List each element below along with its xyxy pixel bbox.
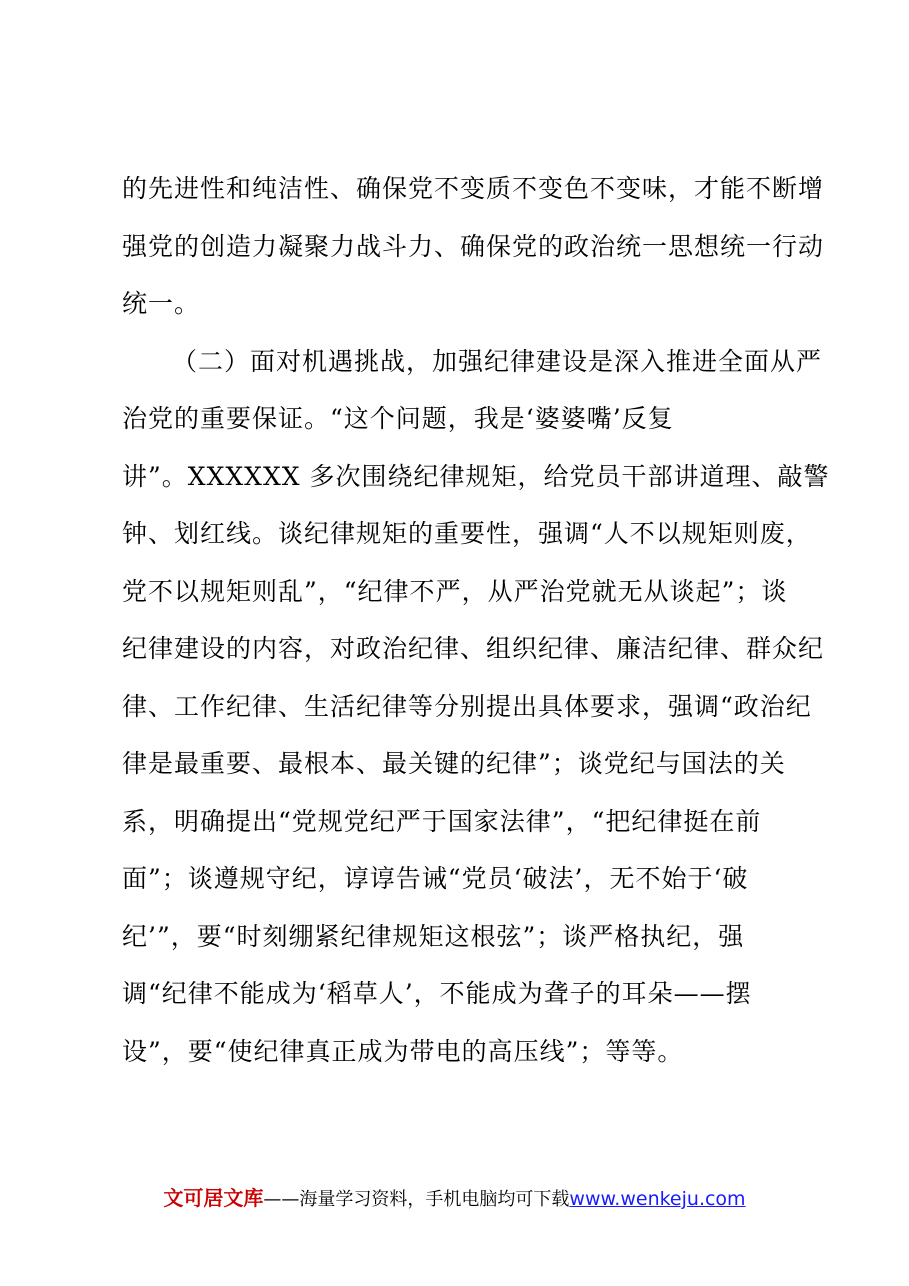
text-line: 的先进性和纯洁性、确保党不变质不变色不变味，才能不断增	[122, 174, 825, 203]
text-line: 钟、划红线。谈纪律规矩的重要性，强调“人不以规矩则废，	[122, 519, 812, 548]
text-line: 党不以规矩则乱”，“纪律不严，从严治党就无从谈起”；谈	[122, 576, 788, 606]
footer-banner	[0, 1182, 909, 1211]
text-line: 统一。	[122, 289, 201, 318]
section-heading-line: （二）面对机遇挑战，加强纪律建设是深入推进全面从严	[172, 346, 823, 376]
text-line: 纪’”，要“时刻绷紧纪律规矩这根弦”；谈严格执纪，强	[122, 921, 745, 951]
text-line: 纪律建设的内容，对政治纪律、组织纪律、廉洁纪律、群众纪	[122, 634, 825, 663]
footer-slogan: ——海量学习资料，手机电脑均可下载	[263, 1189, 570, 1210]
text-line: 律、工作纪律、生活纪律等分别提出具体要求，强调“政治纪	[122, 691, 812, 721]
brand-name: 文可居文库	[163, 1186, 264, 1210]
text-line: 设”，要“使纪律真正成为带电的高压线”；等等。	[122, 1036, 684, 1066]
text-line: 强党的创造力凝聚力战斗力、确保党的政治统一思想统一行动	[122, 231, 825, 261]
website-link[interactable]: www.wenkeju.com	[569, 1188, 746, 1210]
body-text	[122, 160, 830, 1080]
text-line: 治党的重要保证。“这个问题，我是‘婆婆嘴’反复	[122, 404, 674, 433]
text-line: 调“纪律不能成为‘稻草人’，不能成为聋子的耳朵——摆	[122, 979, 752, 1008]
text-line: 系，明确提出“党规党纪严于国家法律”，“把纪律挺在前	[122, 806, 762, 836]
text-line: 讲”。XXXXXX 多次围绕纪律规矩，给党员干部讲道理、敲警	[122, 461, 830, 491]
text-line: 面”；谈遵规守纪，谆谆告诫“党员‘破法’，无不始于‘破	[122, 864, 749, 893]
text-line: 律是最重要、最根本、最关键的纪律”；谈党纪与国法的关	[122, 749, 786, 778]
